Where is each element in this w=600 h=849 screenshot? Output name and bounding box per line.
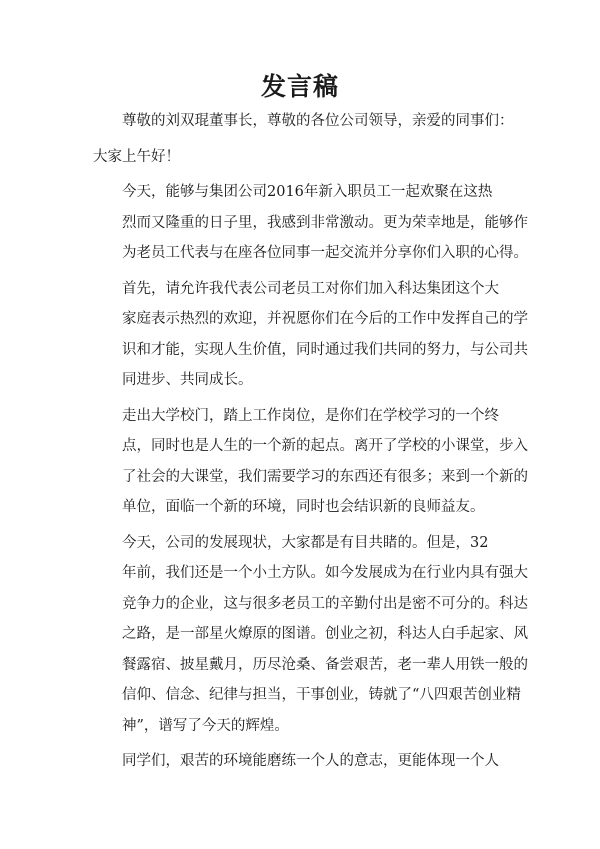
paragraph-today <box>93 177 528 269</box>
paragraph-greeting <box>93 106 521 137</box>
text-line: 同学们，艰苦的环境能磨练一个人的意志，更能体现一个人 <box>122 753 499 769</box>
text-line: 点，同时也是人生的一个新的起点。离开了学校的小课堂，步入 <box>122 438 528 454</box>
text-line: 信仰、信念、纪律与担当，干事创业，铸就了“八四艰苦创业精 <box>122 687 521 703</box>
text-line: 单位，面临一个新的环境，同时也会结识新的良师益友。 <box>122 499 485 515</box>
paragraph-good-morning <box>93 142 521 173</box>
speech-body <box>93 106 528 782</box>
text-line: 为老员工代表与在座各位同事一起交流并分享你们入职的心得。 <box>122 245 528 261</box>
text-line: 今天，公司的发展现状，大家都是有目共睹的。但是，32 <box>122 534 489 551</box>
text-line: 年前，我们还是一个小土方队。如今发展成为在行业内具有强大 <box>122 565 528 581</box>
paragraph-welcome <box>93 274 528 396</box>
text-line: 竞争力的企业，这与很多老员工的辛勤付出是密不可分的。科达 <box>122 595 528 612</box>
text-line: 走出大学校门，踏上工作岗位，是你们在学校学习的一个终 <box>122 407 499 424</box>
paragraph-company-history <box>93 528 528 742</box>
text-line: 同进步、共同成长。 <box>122 372 253 388</box>
document-title: 发言稿 <box>260 72 339 101</box>
text-line: 识和才能，实现人生价值，同时通过我们共同的努力，与公司共 <box>122 341 528 358</box>
text-line: 今天，能够与集团公司2016年新入职员工一起欢聚在这热 <box>122 184 493 200</box>
text-line: 大家上午好！ <box>93 148 180 165</box>
text-line: 烈而又隆重的日子里，我感到非常激动。更为荣幸地是，能够作 <box>122 214 528 231</box>
text-line: 尊敬的刘双琨董事长，尊敬的各位公司领导，亲爱的同事们： <box>122 113 514 129</box>
paragraph-classmates <box>93 746 521 777</box>
text-line: 首先，请允许我代表公司老员工对你们加入科达集团这个大 <box>122 280 499 297</box>
text-line: 家庭表示热烈的欢迎，并祝愿你们在今后的工作中发挥自己的学 <box>122 311 528 327</box>
text-line: 之路，是一部星火燎原的图谱。创业之初，科达人白手起家、风 <box>122 626 528 642</box>
text-line: 神”，谱写了今天的辉煌。 <box>122 717 289 734</box>
text-line: 餐露宿、披星戴月，历尽沧桑、备尝艰苦，老一辈人用铁一般的 <box>122 656 528 673</box>
paragraph-new-start <box>93 401 528 523</box>
text-line: 了社会的大课堂，我们需要学习的东西还有很多；来到一个新的 <box>122 468 528 485</box>
